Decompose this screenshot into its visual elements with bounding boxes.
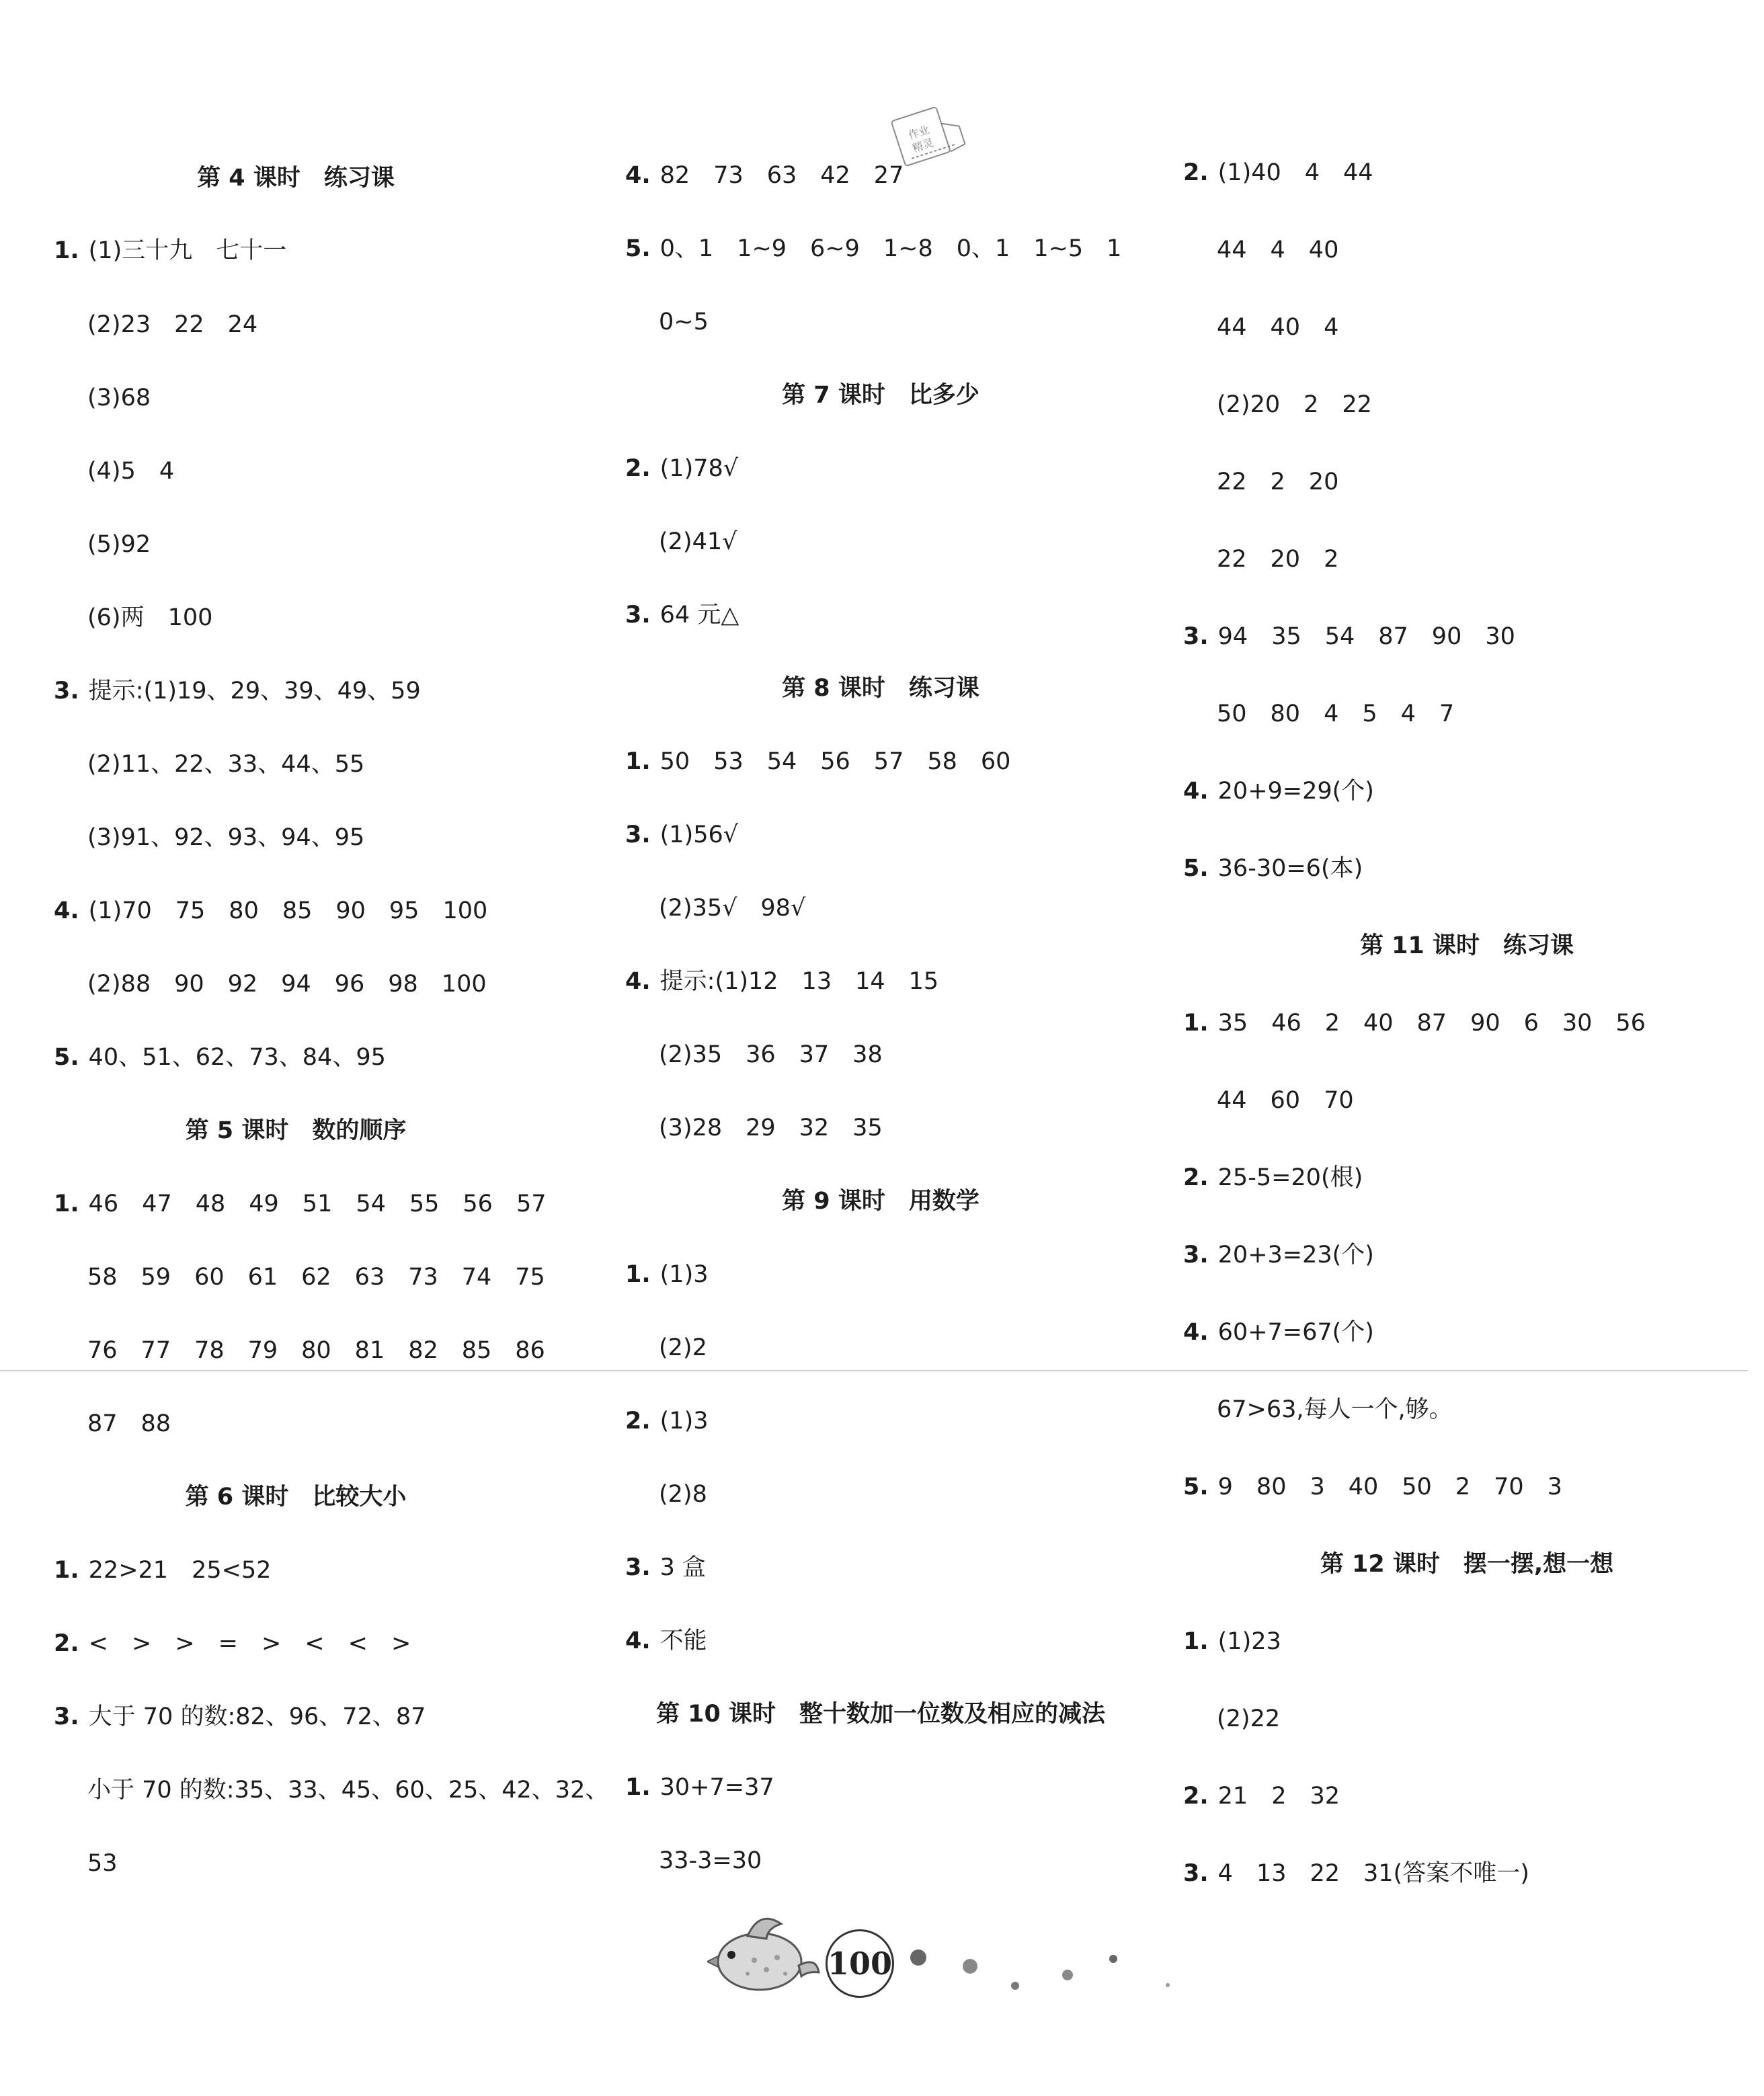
answer-line: 58 59 60 61 62 63 73 74 75 (87, 1264, 545, 1291)
page-fold-divider (0, 1370, 1748, 1371)
answer-line: 4. 不能 (625, 1627, 707, 1654)
answer-line: (2)20 2 22 (1217, 391, 1372, 418)
svg-text:作业: 作业 (906, 123, 931, 143)
answer-line: (3)68 (87, 385, 151, 411)
section-heading: 第 8 课时 练习课 (782, 675, 979, 702)
section-heading: 第 7 课时 比多少 (782, 382, 979, 409)
section-heading: 第 9 课时 用数学 (782, 1188, 979, 1215)
decorative-dot (963, 1959, 977, 1974)
answer-line: (3)91、92、93、94、95 (87, 824, 365, 851)
answer-line: 50 80 4 5 4 7 (1217, 700, 1455, 727)
answer-line: (4)5 4 (87, 458, 175, 485)
answer-line: 4. (1)70 75 80 85 90 95 100 (54, 897, 488, 924)
answer-line: 5. 9 80 3 40 50 2 70 3 (1183, 1474, 1562, 1500)
decorative-dot (1166, 1983, 1170, 1987)
answer-line: 1. 35 46 2 40 87 90 6 30 56 (1183, 1010, 1646, 1037)
answer-line: 76 77 78 79 80 81 82 85 86 (87, 1337, 545, 1364)
section-heading: 第 10 课时 整十数加一位数及相应的减法 (655, 1701, 1106, 1728)
answer-line: 0~5 (659, 309, 709, 335)
answer-line: 1. 22>21 25<52 (54, 1557, 272, 1584)
section-heading: 第 6 课时 比较大小 (185, 1484, 407, 1510)
answer-line: 1. (1)3 (625, 1261, 709, 1288)
answer-line: 3. 20+3=23(个) (1183, 1242, 1374, 1268)
answer-line: 3. 94 35 54 87 90 30 (1183, 623, 1515, 650)
answer-line: (3)28 29 32 35 (659, 1115, 883, 1141)
answer-line: 22 2 20 (1217, 469, 1339, 495)
decorative-dot (1062, 1970, 1073, 1980)
answer-line: 2. (1)78√ (625, 455, 739, 482)
answer-line: 2. < > > = > < < > (54, 1630, 411, 1657)
decorative-dot (910, 1949, 926, 1966)
answer-line: 3. (1)56√ (625, 821, 739, 848)
section-heading: 第 12 课时 摆一摆,想一想 (1320, 1551, 1614, 1578)
answer-line: 4. 82 73 63 42 27 (625, 162, 904, 189)
answer-line: 2. (1)40 4 44 (1183, 159, 1373, 186)
answer-line: (2)2 (659, 1334, 707, 1361)
answer-line: 87 88 (87, 1410, 171, 1437)
decorative-dot (1109, 1955, 1117, 1963)
answer-line: 3. 大于 70 的数:82、96、72、87 (54, 1703, 426, 1730)
answer-line: 4. 60+7=67(个) (1183, 1319, 1374, 1346)
answer-line: 22 20 2 (1217, 546, 1339, 573)
answer-line: 2. 25-5=20(根) (1183, 1164, 1363, 1191)
section-heading: 第 5 课时 数的顺序 (185, 1117, 407, 1144)
answer-line: 2. 21 2 32 (1183, 1783, 1340, 1810)
page-number: 100 (826, 1929, 894, 1998)
answer-line: 3. 提示:(1)19、29、39、49、59 (54, 678, 421, 704)
answer-line: (2)35√ 98√ (659, 895, 806, 922)
answer-line: 33-3=30 (659, 1847, 762, 1874)
answer-line: 1. (1)三十九 七十一 (54, 237, 287, 264)
answer-line: (2)41√ (659, 528, 737, 555)
answer-line: 小于 70 的数:35、33、45、60、25、42、32、 (87, 1777, 609, 1804)
answer-line: 5. 0、1 1~9 6~9 1~8 0、1 1~5 1 (625, 235, 1122, 262)
answer-line: 5. 36-30=6(本) (1183, 855, 1363, 882)
answer-line: (2)88 90 92 94 96 98 100 (87, 971, 487, 998)
answer-line: (2)8 (659, 1481, 707, 1508)
answer-line: (5)92 (87, 531, 151, 558)
answer-line: 4. 提示:(1)12 13 14 15 (625, 968, 939, 995)
answer-line: (2)11、22、33、44、55 (87, 751, 365, 778)
answer-line: 5. 40、51、62、73、84、95 (54, 1044, 386, 1071)
answer-line: (2)23 22 24 (87, 311, 258, 338)
watermark-stamp-icon (886, 101, 973, 175)
bird-icon (707, 1909, 821, 1997)
answer-line: 3. 64 元△ (625, 602, 739, 629)
answer-line: 1. (1)23 (1183, 1628, 1281, 1655)
answer-line: (6)两 100 (87, 604, 213, 631)
answer-line: 2. (1)3 (625, 1408, 709, 1435)
answer-line: 1. 50 53 54 56 57 58 60 (625, 748, 1011, 775)
answer-line: 44 40 4 (1217, 314, 1339, 341)
section-heading: 第 4 课时 练习课 (197, 165, 395, 192)
section-heading: 第 11 课时 练习课 (1359, 932, 1574, 959)
svg-text:精灵: 精灵 (910, 136, 936, 155)
answer-line: (2)35 36 37 38 (659, 1041, 883, 1068)
answer-line: 1. 46 47 48 49 51 54 55 56 57 (54, 1191, 547, 1217)
answer-line: 3. 4 13 22 31(答案不唯一) (1183, 1860, 1529, 1887)
answer-line: 44 60 70 (1217, 1087, 1354, 1114)
decorative-dot (1011, 1982, 1019, 1990)
answer-line: 44 4 40 (1217, 237, 1339, 264)
answer-line: 1. 30+7=37 (625, 1774, 774, 1801)
answer-line: 67>63,每人一个,够。 (1217, 1396, 1453, 1423)
answer-line: 4. 20+9=29(个) (1183, 778, 1374, 805)
answer-line: (2)22 (1217, 1705, 1281, 1732)
answer-line: 3. 3 盒 (625, 1554, 707, 1581)
answer-line: 53 (87, 1850, 118, 1877)
